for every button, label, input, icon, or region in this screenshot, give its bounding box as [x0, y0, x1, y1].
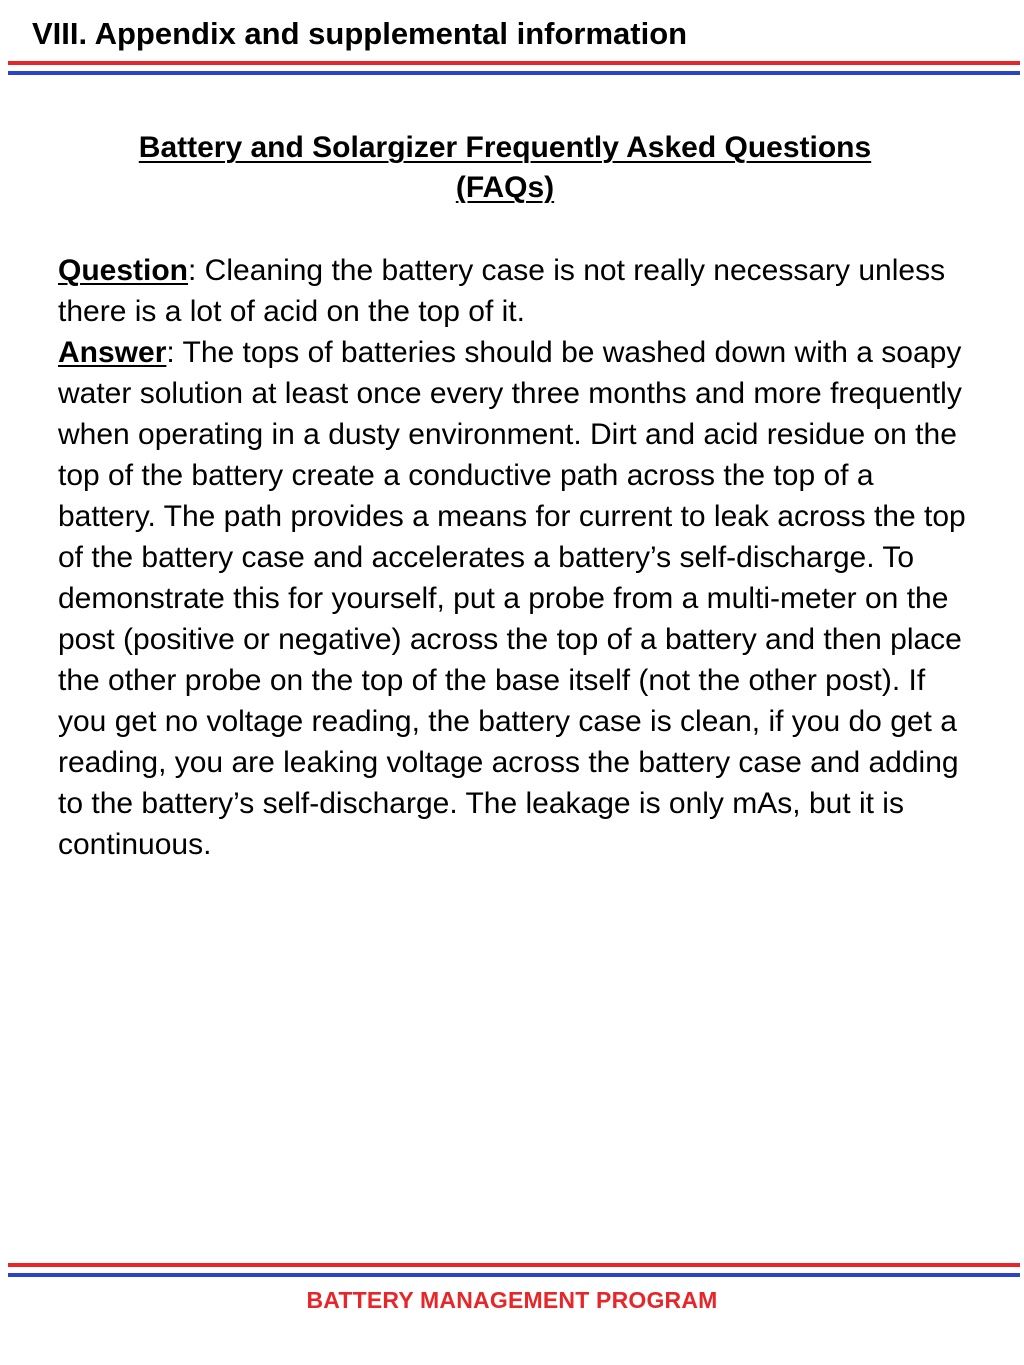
faq-question [58, 250, 978, 332]
header-divider-blue [8, 71, 1020, 75]
faq-body [58, 250, 978, 865]
footer-divider-blue [8, 1273, 1020, 1277]
question-label: Question [58, 254, 189, 287]
footer-program-name: BATTERY MANAGEMENT PROGRAM [306, 1287, 718, 1313]
header-divider-red [8, 61, 1020, 65]
question-text: : Cleaning the battery case is not really necessary unless there is a lot of acid on the top of it. [58, 254, 946, 328]
footer-divider-red [8, 1263, 1020, 1267]
answer-label: Answer [58, 336, 167, 369]
faq-answer [58, 332, 978, 865]
faq-title-line-2: (FAQs) [455, 171, 555, 204]
section-heading: VIII. Appendix and supplemental information [32, 16, 688, 51]
faq-title-line-1: Battery and Solargizer Frequently Asked Questions [138, 131, 872, 164]
faq-document-title [40, 128, 970, 208]
answer-text: : The tops of batteries should be washed down with a soapy water solution at least once every three months and more frequently when operating in a dusty environment. Dirt and acid residue on the top of the battery create a conductive path across the top of a battery. The path provides a means for current to leak across the top of the battery case and accelerates a battery’s self-discharge. To demonstrate this for yourself, put a probe from a multi-meter on the post (positive or negative) across the top of a battery and then place the other probe on the top of the base itself (not the other post). If you get no voltage reading, the battery case is clean, if you do get a reading, you are leaking voltage across the battery case and adding to the battery’s self-discharge. The leakage is only mAs, but it is continuous. [58, 336, 966, 861]
